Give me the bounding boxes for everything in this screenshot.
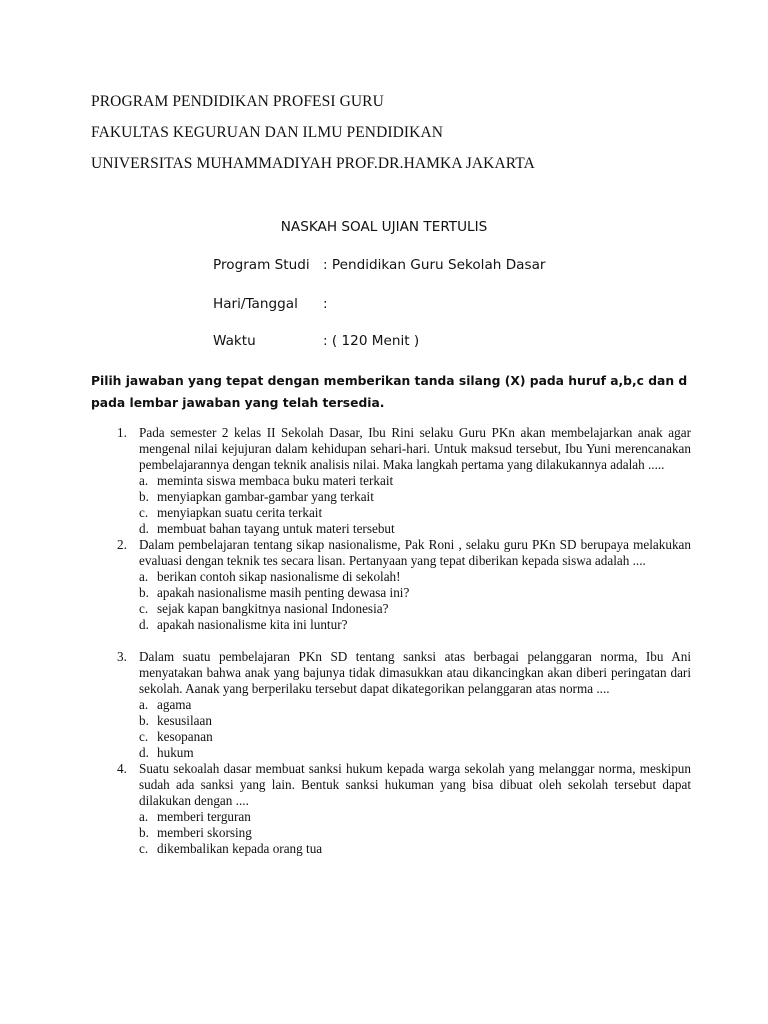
option-text: memberi skorsing [157, 825, 252, 840]
option-c [139, 729, 691, 745]
option-text: dikembalikan kepada orang tua [157, 841, 323, 856]
option-list [139, 569, 691, 633]
option-list [139, 697, 691, 761]
option-text: apakah nasionalisme masih penting dewasa ini? [157, 585, 410, 600]
option-text: membuat bahan tayang untuk materi tersebut [157, 521, 395, 536]
instruction: Pilih jawaban yang tepat dengan memberikan tanda silang (X) pada huruf a,b,c dan d pada lembar jawaban yang telah tersedia. [91, 374, 688, 410]
question-3 [91, 649, 691, 761]
meta-date-value: : [323, 296, 328, 312]
meta-program [213, 257, 546, 273]
header-faculty: FAKULTAS KEGURUAN DAN ILMU PENDIDIKAN [91, 124, 444, 141]
option-text: berikan contoh sikap nasionalisme di sekolah! [157, 569, 401, 584]
option-letter: d. [139, 745, 149, 760]
option-text: apakah nasionalisme kita ini luntur? [157, 617, 348, 632]
option-d [139, 617, 691, 633]
option-letter: a. [139, 697, 149, 712]
question-2 [91, 537, 691, 633]
option-text: menyiapkan gambar-gambar yang terkait [157, 489, 374, 504]
option-list [139, 809, 691, 857]
option-letter: a. [139, 809, 149, 824]
spacer [91, 633, 691, 649]
option-text: kesusilaan [157, 713, 212, 728]
option-d [139, 521, 691, 537]
option-c [139, 841, 691, 857]
question-number: 2. [117, 537, 127, 552]
question-4 [91, 761, 691, 857]
meta-time-label: Waktu [213, 333, 256, 349]
option-b [139, 585, 691, 601]
question-1 [91, 425, 691, 537]
option-letter: c. [139, 841, 149, 856]
option-c [139, 601, 691, 617]
option-d [139, 745, 691, 761]
option-letter: b. [139, 825, 149, 840]
meta-time-value: : ( 120 Menit ) [323, 333, 420, 349]
meta-program-value: : Pendidikan Guru Sekolah Dasar [323, 257, 546, 273]
exam-title: NASKAH SOAL UJIAN TERTULIS [280, 219, 488, 235]
meta-date-label: Hari/Tanggal [213, 296, 298, 312]
question-number: 1. [117, 425, 127, 440]
question-number: 3. [117, 649, 127, 664]
header-program: PROGRAM PENDIDIKAN PROFESI GURU [91, 93, 384, 110]
meta-time [213, 333, 419, 349]
option-text: sejak kapan bangkitnya nasional Indonesia? [157, 601, 389, 616]
option-letter: c. [139, 729, 149, 744]
option-letter: a. [139, 473, 149, 488]
option-text: agama [157, 697, 192, 712]
option-list [139, 473, 691, 537]
header-university: UNIVERSITAS MUHAMMADIYAH PROF.DR.HAMKA JAKARTA [91, 155, 535, 172]
question-text: Suatu sekoalah dasar membuat sanksi hukum kepada warga sekolah yang melanggar norma, meskipun sudah ada sanksi yang lain. Bentuk sanksi hukuman yang bisa dibuat oleh sekolah tersebut dapat dilakukan dengan .... [139, 761, 691, 808]
option-a [139, 697, 691, 713]
option-letter: b. [139, 713, 149, 728]
meta-program-label: Program Studi [213, 257, 310, 273]
option-text: menyiapkan suatu cerita terkait [157, 505, 323, 520]
option-letter: b. [139, 489, 149, 504]
option-a [139, 569, 691, 585]
question-text: Pada semester 2 kelas II Sekolah Dasar, Ibu Rini selaku Guru PKn akan membelajarkan anak agar mengenal nilai kejujuran dalam kehidupan sehari-hari. Untuk maksud tersebut, Ibu Yuni merencanakan pembelajarannya dengan teknik analisis nilai. Maka langkah pertama yang dilakukannya adalah ..... [139, 425, 691, 472]
option-letter: c. [139, 601, 149, 616]
question-text: Dalam suatu pembelajaran PKn SD tentang sanksi atas berbagai pelanggaran norma, Ibu Ani menyatakan bahwa anak yang bajunya tidak dimasukkan atau dikancingkan akan diberi peringatan dari sekolah. Aanak yang berperilaku tersebut dapat dikategorikan pelanggaran atas norma .... [139, 649, 691, 696]
option-a [139, 809, 691, 825]
option-letter: d. [139, 521, 149, 536]
question-number: 4. [117, 761, 127, 776]
option-b [139, 825, 691, 841]
question-text: Dalam pembelajaran tentang sikap nasionalisme, Pak Roni , selaku guru PKn SD berupaya melakukan evaluasi dengan teknik tes secara lisan. Pertanyaan yang tepat diberikan kepada siswa adalah .... [139, 537, 691, 568]
option-c [139, 505, 691, 521]
option-text: kesopanan [157, 729, 213, 744]
option-a [139, 473, 691, 489]
option-letter: a. [139, 569, 149, 584]
option-text: hukum [157, 745, 194, 760]
option-letter: d. [139, 617, 149, 632]
option-b [139, 713, 691, 729]
meta-date [213, 296, 328, 312]
option-text: meminta siswa membaca buku materi terkait [157, 473, 394, 488]
option-b [139, 489, 691, 505]
option-letter: c. [139, 505, 149, 520]
option-text: memberi terguran [157, 809, 251, 824]
option-letter: b. [139, 585, 149, 600]
question-list [91, 425, 691, 857]
